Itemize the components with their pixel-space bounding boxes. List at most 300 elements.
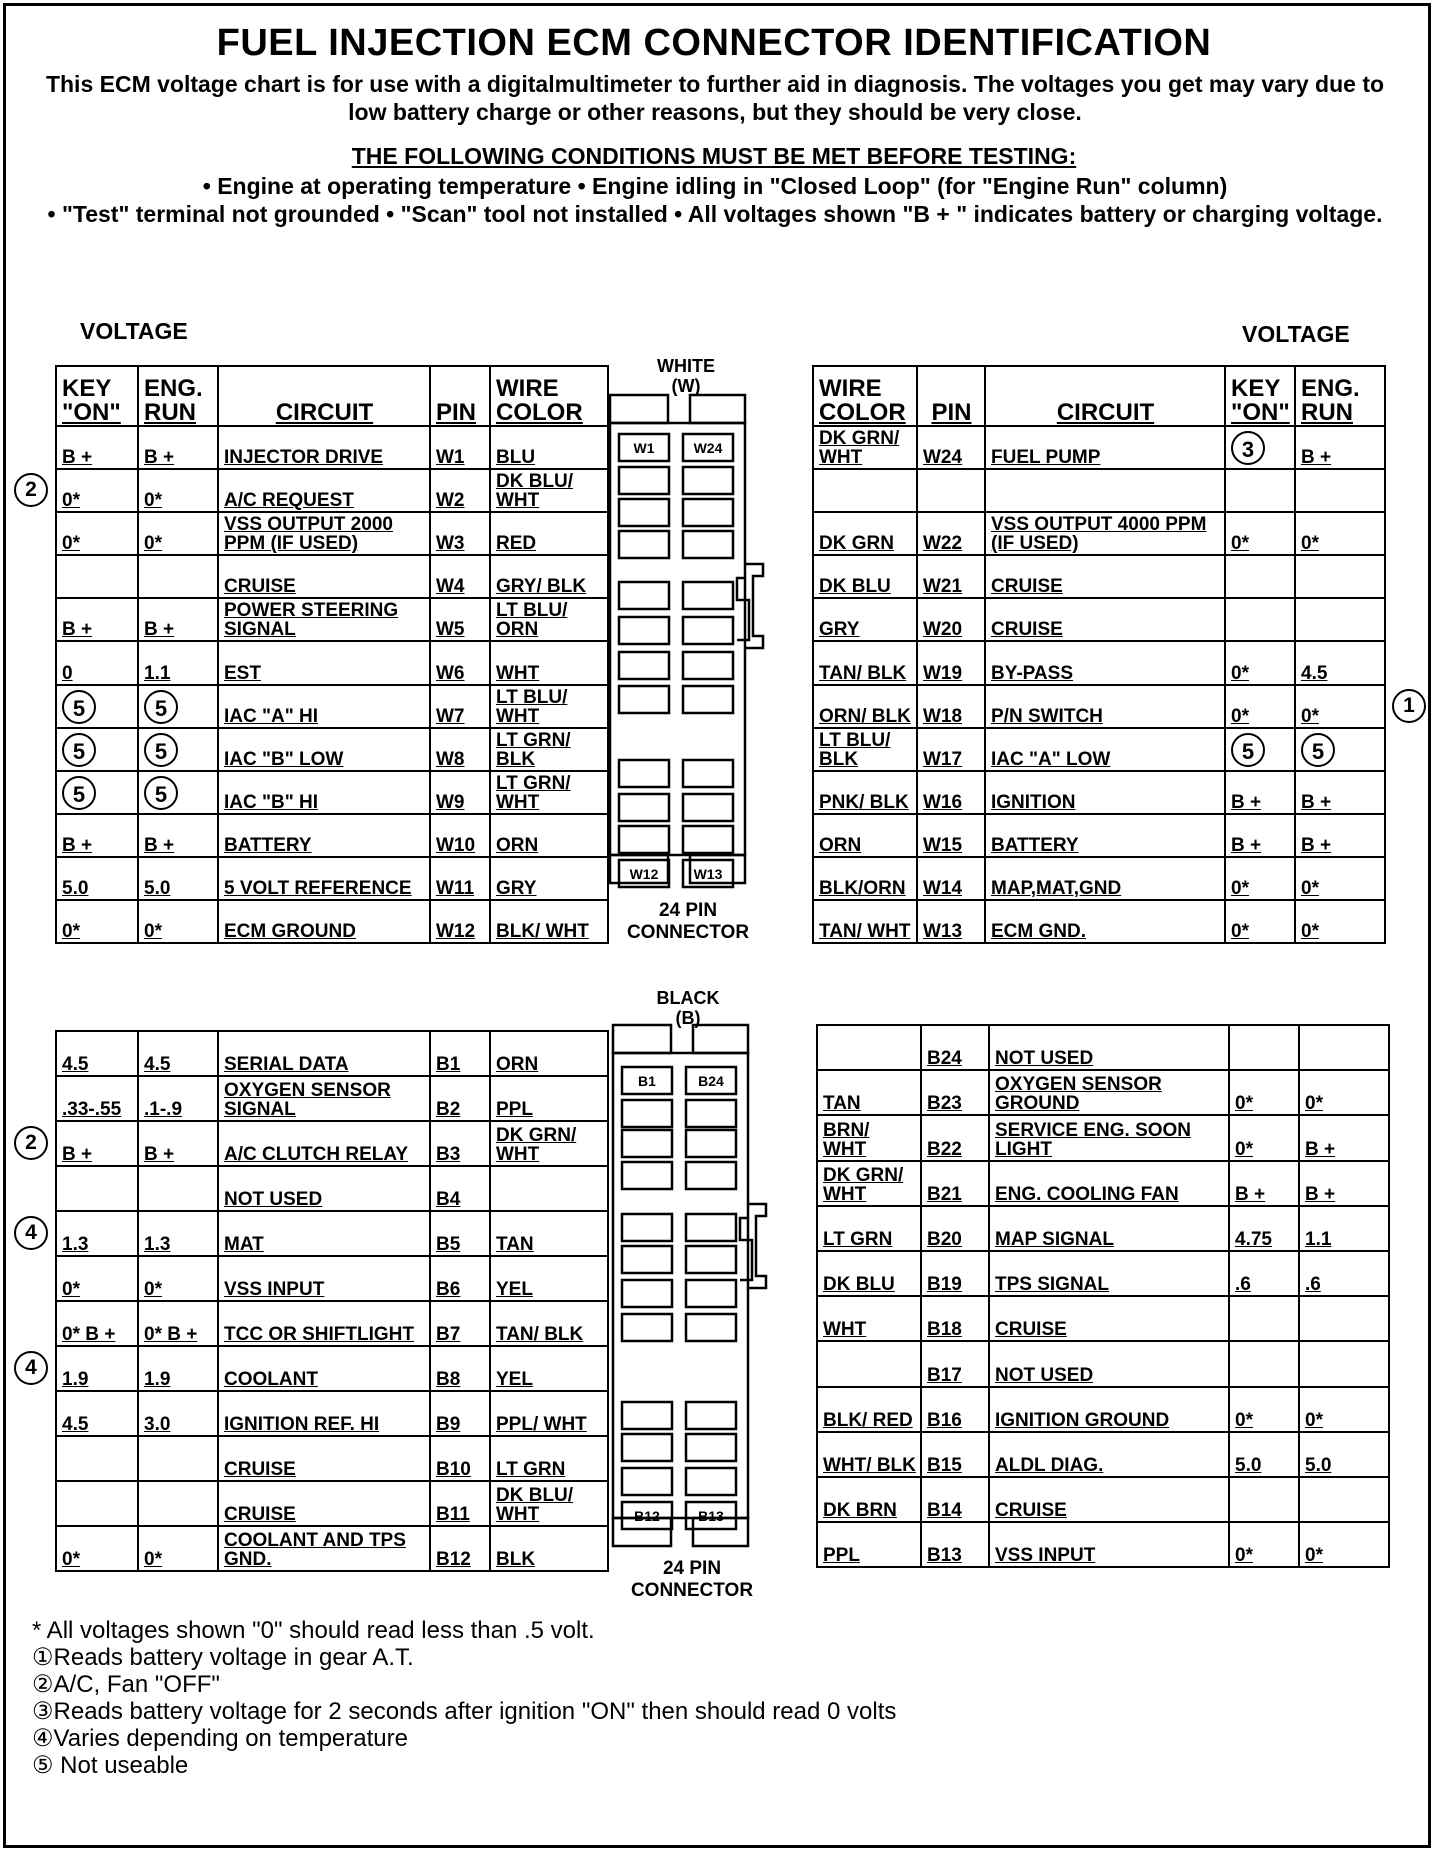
pin-cavity (622, 1402, 672, 1429)
eng-run-value (138, 1076, 218, 1121)
pin-number-text: W12 (436, 921, 476, 943)
table-row (56, 469, 608, 512)
circuit-name-text: P/N SWITCH (991, 705, 1103, 727)
pin-number (430, 771, 490, 814)
key-on-value-text: .6 (1235, 1274, 1251, 1296)
pin-label: W24 (693, 440, 723, 456)
connector-side-key-inner (737, 578, 749, 640)
key-on-value (56, 814, 138, 857)
pin-cavity (619, 499, 669, 526)
key-on-value (56, 512, 138, 555)
eng-run-value (138, 900, 218, 943)
eng-run-value-text: B + (1305, 1183, 1336, 1205)
key-on-value-text: 0 (62, 662, 73, 684)
pin-number (917, 641, 985, 684)
eng-run-value (1299, 1251, 1389, 1296)
eng-run-value-text: 1.9 (144, 1369, 171, 1390)
header-eng-run-line: ENG. (1301, 375, 1360, 402)
key-on-value (56, 641, 138, 684)
pin-number (430, 1211, 490, 1256)
circuit-name (218, 1256, 430, 1301)
eng-run-value (138, 857, 218, 900)
wire-color-text: YEL (496, 1279, 533, 1300)
pin-number-text: B22 (927, 1138, 962, 1160)
eng-run-value-text: B + (1301, 447, 1332, 469)
key-on-value (1225, 685, 1295, 728)
eng-run-value (1295, 900, 1385, 943)
circuit-name (218, 771, 430, 814)
header-wire-color-line: COLOR (819, 399, 906, 426)
pin-number-text: W24 (923, 447, 963, 469)
key-on-value (1225, 598, 1295, 641)
pin-cavity (683, 794, 733, 821)
wire-color-text: PPL/ WHT (496, 1414, 587, 1435)
eng-run-value (138, 1256, 218, 1301)
eng-run-value (1295, 857, 1385, 900)
pin-number (430, 1436, 490, 1481)
table-row (56, 1211, 608, 1256)
wire-color (813, 685, 917, 728)
circuit-name-text: IAC "A" HI (224, 705, 319, 727)
circuit-name (989, 1296, 1229, 1341)
pin-number (921, 1070, 989, 1115)
pin-cavity (686, 1314, 736, 1341)
pin-number-text: B11 (436, 1504, 470, 1525)
key-on-value (56, 1256, 138, 1301)
white-connector-name: WHITE (657, 356, 715, 376)
circuit-name (218, 728, 430, 771)
circuit-name-text: CRUISE (991, 619, 1063, 641)
circuit-name-text: CRUISE (995, 1500, 1067, 1522)
wire-color (817, 1070, 921, 1115)
pin-number (430, 900, 490, 943)
header-key-on (1225, 366, 1295, 426)
pin-cavity (683, 652, 733, 679)
pin-number-text: W21 (923, 576, 963, 598)
wire-color (817, 1432, 921, 1477)
header-row (56, 366, 608, 426)
header-wire-color-line: COLOR (496, 399, 583, 426)
eng-run-value-text: 0* (144, 490, 162, 512)
eng-run-value (1299, 1025, 1389, 1070)
pin-cavity (619, 794, 669, 821)
pin-number-text: W15 (923, 834, 963, 856)
circuit-name (218, 900, 430, 943)
circuit-name (985, 814, 1225, 857)
pin-number (917, 900, 985, 943)
eng-run-value-text: 5.0 (1305, 1454, 1332, 1476)
wire-color-text: DK BLU (823, 1274, 895, 1296)
eng-run-value-text: B + (144, 834, 175, 856)
wire-color-text: DK BLU/ WHT (496, 1485, 574, 1525)
eng-run-value-text: 0* (144, 1549, 162, 1570)
key-on-value (56, 1211, 138, 1256)
key-on-value (56, 1481, 138, 1526)
key-on-value-text: B + (1231, 791, 1262, 813)
header-wire-color-line: WIRE (819, 375, 882, 402)
wire-color-text: GRY (496, 878, 537, 900)
eng-run-value-text: 0* B + (144, 1324, 198, 1345)
header-pin (430, 366, 490, 426)
header-wire-color (813, 366, 917, 426)
eng-run-value-text: 1.1 (144, 662, 171, 684)
key-on-value (56, 900, 138, 943)
table-row (813, 728, 1385, 771)
circuit-name-text: IGNITION (991, 791, 1076, 813)
eng-run-value (1295, 728, 1385, 771)
pin-number-text: B4 (436, 1189, 461, 1210)
wire-color-text: LT GRN (823, 1228, 893, 1250)
table-row (817, 1115, 1389, 1160)
key-on-value (56, 771, 138, 814)
circuit-name (985, 512, 1225, 555)
eng-run-value-text: .6 (1305, 1274, 1321, 1296)
wire-color (817, 1025, 921, 1070)
circuit-name-text: BY-PASS (991, 662, 1074, 684)
circuit-name-text: NOT USED (995, 1048, 1094, 1070)
table-row (817, 1025, 1389, 1070)
wire-color-text: DK GRN (819, 533, 894, 555)
pin-label: B1 (638, 1073, 656, 1089)
circled-note-marker: 5 (1231, 733, 1265, 767)
wire-color (817, 1296, 921, 1341)
wire-color-text: BLK (496, 1549, 536, 1570)
eng-run-value-text: B + (1301, 791, 1332, 813)
wire-color-text: GRY (819, 619, 860, 641)
pin-number (921, 1522, 989, 1567)
circuit-name-text: ECM GROUND (224, 921, 356, 943)
key-on-value-text: 1.3 (62, 1234, 89, 1255)
key-on-value (1225, 771, 1295, 814)
pin-number-text: B14 (927, 1500, 962, 1522)
pin-cavity (686, 1402, 736, 1429)
table-row (817, 1477, 1389, 1522)
pin-number (917, 857, 985, 900)
circuit-name-text: COOLANT (224, 1369, 318, 1390)
pin-cavity (683, 826, 733, 853)
circuit-name-text: VSS OUTPUT 2000 PPM (IF USED) (224, 514, 393, 555)
circuit-name-text: MAP SIGNAL (995, 1228, 1114, 1250)
eng-run-value (1295, 469, 1385, 512)
eng-run-value (138, 469, 218, 512)
key-on-value-text: B + (62, 619, 93, 641)
pin-number-text: W10 (436, 834, 476, 856)
eng-run-value (1299, 1070, 1389, 1115)
key-on-value (56, 469, 138, 512)
footnote: ②A/C, Fan "OFF" (32, 1671, 220, 1698)
circuit-name (989, 1251, 1229, 1296)
white-connector-title (628, 356, 744, 396)
pin-cavity (619, 617, 669, 644)
key-on-value (56, 1166, 138, 1211)
wire-color (813, 900, 917, 943)
circuit-name-text: CRUISE (224, 1459, 296, 1480)
table-row (813, 771, 1385, 814)
wire-color-text: TAN (496, 1234, 534, 1255)
wire-color (490, 1346, 608, 1391)
pin-cavity (683, 617, 733, 644)
pin-number (917, 814, 985, 857)
eng-run-value-text: B + (1301, 834, 1332, 856)
wire-color (490, 1301, 608, 1346)
side-note-marker: 2 (14, 473, 48, 507)
wire-color-text: WHT (496, 662, 540, 684)
eng-run-value (138, 426, 218, 469)
connector-top-tab (690, 395, 745, 423)
circuit-name-text: CRUISE (224, 1504, 296, 1525)
pin-number-text: W5 (436, 619, 465, 641)
key-on-value (1225, 641, 1295, 684)
wire-color-text: LT GRN (496, 1459, 566, 1480)
pin-number-text: B21 (927, 1183, 962, 1205)
header-wire-color-line: WIRE (496, 375, 559, 402)
eng-run-value-text: 0* (1305, 1409, 1323, 1431)
wire-color-text: ORN/ BLK (819, 705, 911, 727)
circuit-name-text: COOLANT AND TPS GND. (224, 1530, 406, 1570)
eng-run-value (138, 814, 218, 857)
header-circuit-line: CIRCUIT (275, 399, 374, 426)
pin-number-text: W16 (923, 791, 963, 813)
wire-color (490, 857, 608, 900)
circuit-name-text: ALDL DIAG. (995, 1454, 1104, 1476)
pin-cavity (619, 582, 669, 609)
wire-color (490, 771, 608, 814)
wire-color-text: ORN (819, 834, 862, 856)
eng-run-value (1299, 1432, 1389, 1477)
pin-number-text: B6 (436, 1279, 461, 1300)
wire-color-text: LT GRN/ WHT (496, 772, 571, 813)
eng-run-value (1295, 598, 1385, 641)
eng-run-value (1299, 1296, 1389, 1341)
table-row (817, 1341, 1389, 1386)
pin-number (921, 1387, 989, 1432)
pin-cavity (619, 760, 669, 787)
connector-top-tab (693, 1025, 748, 1053)
circuit-name (985, 857, 1225, 900)
footnote: * All voltages shown "0" should read less than .5 volt. (32, 1617, 595, 1644)
footnote: ③Reads battery voltage for 2 seconds after ignition "ON" then should read 0 volts (32, 1698, 897, 1725)
circuit-name (985, 555, 1225, 598)
pin-number (430, 1526, 490, 1571)
circuit-name-text: MAT (224, 1234, 264, 1255)
circuit-name (989, 1432, 1229, 1477)
header-key-on-line: "ON" (62, 399, 121, 426)
eng-run-value-text: 1.3 (144, 1234, 171, 1255)
pin-number-text: B12 (436, 1549, 471, 1570)
pin-number (430, 469, 490, 512)
key-on-value (1225, 728, 1295, 771)
circuit-name-text: TCC OR SHIFTLIGHT (224, 1324, 414, 1345)
wire-color-text: TAN/ WHT (819, 921, 911, 943)
eng-run-value-text: 0* (1305, 1545, 1323, 1567)
key-on-value-text: B + (62, 447, 93, 469)
wire-color (490, 1526, 608, 1571)
table-row (56, 1526, 608, 1571)
key-on-value (56, 555, 138, 598)
wire-color-text: LT GRN/ BLK (496, 729, 571, 770)
wire-color-text: GRY/ BLK (496, 576, 587, 598)
black-connector-name: BLACK (656, 988, 720, 1008)
wire-color (813, 641, 917, 684)
wire-color (490, 1031, 608, 1076)
pin-number (430, 1391, 490, 1436)
wire-color-text: BLK/ WHT (496, 921, 589, 943)
circuit-name (989, 1341, 1229, 1386)
circuit-name (985, 426, 1225, 469)
circuit-name-text: MAP,MAT,GND (991, 878, 1122, 900)
circuit-name (985, 685, 1225, 728)
pin-number-text: B20 (927, 1228, 962, 1250)
header-circuit (985, 366, 1225, 426)
eng-run-value (138, 1211, 218, 1256)
pin-number (921, 1251, 989, 1296)
pin-cavity (622, 1100, 672, 1127)
table-row (56, 814, 608, 857)
eng-run-value (1299, 1161, 1389, 1206)
circuit-name (218, 1211, 430, 1256)
pin-number-text: W2 (436, 490, 465, 512)
wire-color-text: TAN (823, 1093, 861, 1115)
key-on-value (56, 1031, 138, 1076)
pin-number (917, 771, 985, 814)
key-on-value-text: 4.75 (1235, 1228, 1272, 1250)
eng-run-value (138, 1166, 218, 1211)
connector-top-tab (610, 395, 668, 423)
table-row (56, 728, 608, 771)
pin-number (921, 1025, 989, 1070)
conditions-text (20, 172, 1410, 228)
wire-color (817, 1387, 921, 1432)
footnote: ⑤ Not useable (32, 1752, 189, 1779)
table-row (813, 857, 1385, 900)
circuit-name-text: BATTERY (224, 834, 312, 856)
wire-color-text: LT BLU/ ORN (496, 600, 568, 641)
eng-run-value (1295, 426, 1385, 469)
eng-run-value (138, 1391, 218, 1436)
key-on-value (1229, 1161, 1299, 1206)
key-on-value (1229, 1115, 1299, 1160)
key-on-value-text: B + (62, 834, 93, 856)
white-connector-left-table (55, 365, 609, 944)
black-connector-diagram (608, 1022, 808, 1552)
pin-number (430, 426, 490, 469)
key-on-value (56, 857, 138, 900)
pin-number (921, 1115, 989, 1160)
key-on-value (1229, 1251, 1299, 1296)
circuit-name (989, 1522, 1229, 1567)
circuit-name (218, 1481, 430, 1526)
pin-number (430, 814, 490, 857)
pin-number (430, 1031, 490, 1076)
pin-number (917, 469, 985, 512)
wire-color (813, 857, 917, 900)
eng-run-value (138, 1301, 218, 1346)
circuit-name-text: INJECTOR DRIVE (224, 447, 384, 469)
intro-text: This ECM voltage chart is for use with a digitalmultimeter to further aid in diagnosis. The voltages you get may vary due to low battery charge or other reasons, but they should be very close. (45, 71, 1385, 125)
table-row (56, 1481, 608, 1526)
pin-cavity (619, 531, 669, 558)
pin-number (917, 598, 985, 641)
eng-run-value (1299, 1387, 1389, 1432)
pin-number-text: B10 (436, 1459, 471, 1480)
pin-cavity (683, 531, 733, 558)
pin-cavity (622, 1280, 672, 1307)
eng-run-value (1295, 771, 1385, 814)
wire-color-text: PPL (496, 1099, 533, 1120)
pin-number (917, 685, 985, 728)
footnote: ④Varies depending on temperature (32, 1725, 408, 1752)
table-row (56, 1301, 608, 1346)
pin-number-text: B16 (927, 1409, 962, 1431)
pin-cavity (686, 1162, 736, 1189)
pin-number (430, 555, 490, 598)
circuit-name (218, 555, 430, 598)
key-on-value (56, 1526, 138, 1571)
pin-number (430, 857, 490, 900)
header-eng-run (1295, 366, 1385, 426)
pin-cavity (619, 686, 669, 713)
table-row (56, 641, 608, 684)
pin-number-text: B1 (436, 1054, 461, 1075)
circuit-name (989, 1477, 1229, 1522)
circuit-name-text: CRUISE (995, 1319, 1067, 1341)
wire-color (490, 469, 608, 512)
black-connector-code: (B) (675, 1008, 701, 1028)
white-connector-code: (W) (671, 376, 701, 396)
voltage-label-right: VOLTAGE (1242, 321, 1350, 347)
pin-cavity (622, 1130, 672, 1157)
pin-number-text: B9 (436, 1414, 461, 1435)
circuit-name (985, 900, 1225, 943)
pin-number (430, 1301, 490, 1346)
pin-number (921, 1296, 989, 1341)
wire-color (490, 1166, 608, 1211)
pin-cavity (622, 1468, 672, 1495)
key-on-value-text: 0* (1235, 1093, 1253, 1115)
pin-cavity (686, 1100, 736, 1127)
circuit-name-text: ENG. COOLING FAN (995, 1183, 1179, 1205)
circuit-name (985, 728, 1225, 771)
key-on-value (1225, 426, 1295, 469)
circled-note-marker: 5 (62, 690, 96, 724)
pin-number-text: B8 (436, 1369, 461, 1390)
connector-side-key (745, 564, 763, 648)
pin-number (921, 1341, 989, 1386)
key-on-value (56, 1391, 138, 1436)
wire-color-text: DK BLU/ WHT (496, 471, 574, 512)
pin-number (430, 685, 490, 728)
wire-color-text: BLK/ORN (819, 878, 906, 900)
eng-run-value (1299, 1341, 1389, 1386)
circuit-name-text: IAC "B" LOW (224, 748, 344, 770)
circuit-name-text: VSS INPUT (224, 1279, 325, 1300)
wire-color-text: DK GRN/ WHT (823, 1164, 904, 1205)
circuit-name-text: EST (224, 662, 261, 684)
pin-number (921, 1161, 989, 1206)
key-on-value-text: 0* (1231, 662, 1249, 684)
table-row (56, 1256, 608, 1301)
circuit-name-text: BATTERY (991, 834, 1079, 856)
voltage-label-left: VOLTAGE (80, 318, 188, 344)
eng-run-value-text: 0* (144, 921, 162, 943)
key-on-value (1229, 1070, 1299, 1115)
table-row (56, 1346, 608, 1391)
pin-number-text: W22 (923, 533, 963, 555)
pin-number (430, 728, 490, 771)
eng-run-value-text: B + (144, 1144, 175, 1165)
table-row (813, 641, 1385, 684)
eng-run-value-text: 0* (1301, 921, 1319, 943)
